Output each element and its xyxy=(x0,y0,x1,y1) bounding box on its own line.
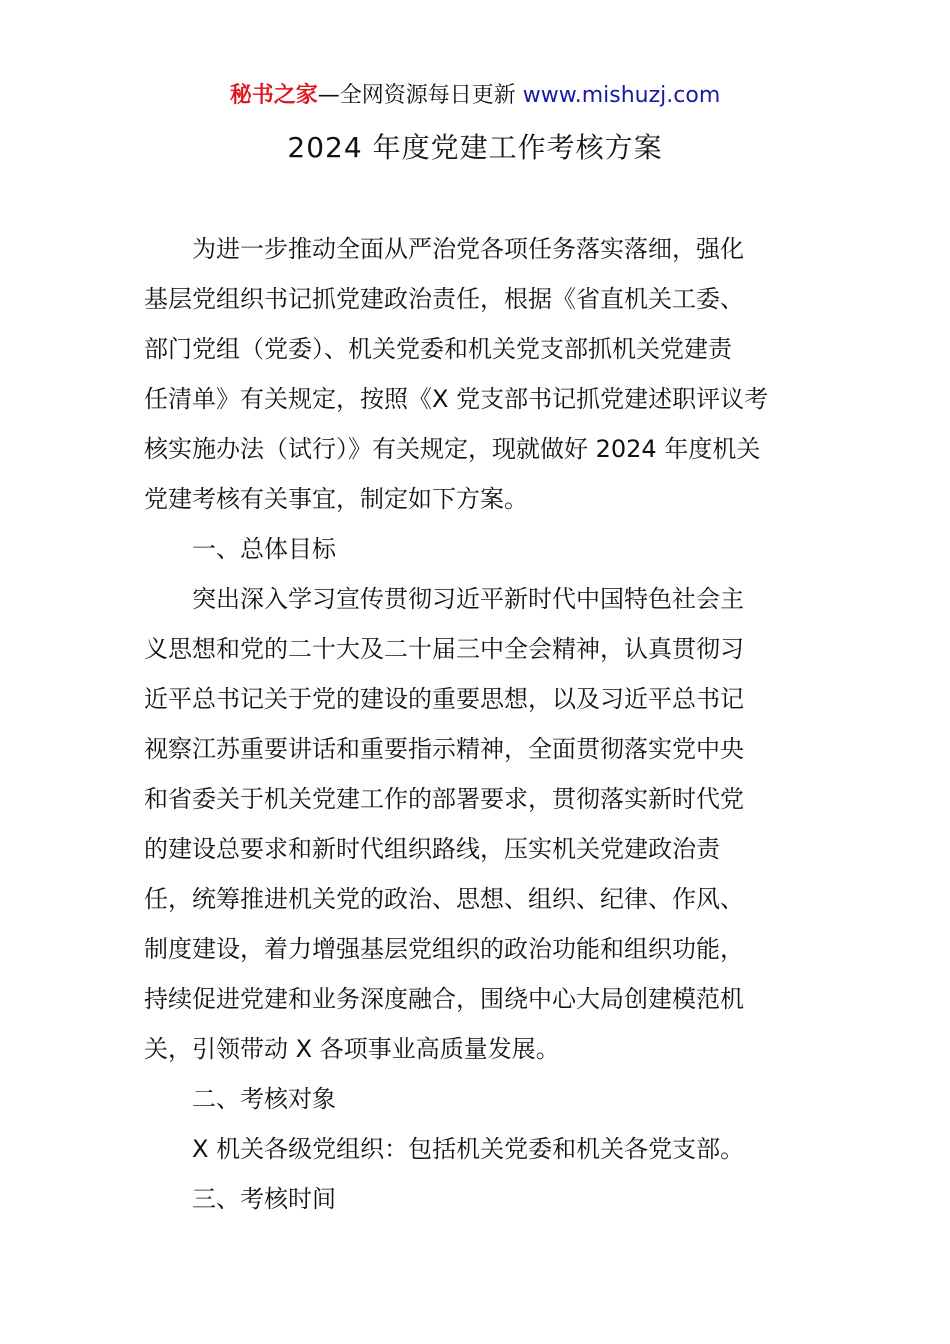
text-line: 突出深入学习宣传贯彻习近平新时代中国特色社会主 xyxy=(192,585,744,613)
text-line: X 机关各级党组织：包括机关党委和机关各党支部。 xyxy=(192,1135,745,1163)
text-line: 一、总体目标 xyxy=(192,535,336,563)
document-body xyxy=(144,224,814,1224)
brand-name: 秘书之家 xyxy=(229,83,318,108)
document-title: 2024 年度党建工作考核方案 xyxy=(287,131,663,164)
text-line: 和省委关于机关党建工作的部署要求，贯彻落实新时代党 xyxy=(144,785,744,813)
text-line: 党建考核有关事宜，制定如下方案。 xyxy=(144,485,528,513)
text-line: 近平总书记关于党的建设的重要思想，以及习近平总书记 xyxy=(144,685,744,713)
header-tagline: —全网资源每日更新 xyxy=(317,83,516,108)
text-line: 为进一步推动全面从严治党各项任务落实落细，强化 xyxy=(192,235,744,263)
site-header xyxy=(0,80,950,112)
text-line: 核实施办法（试行）》有关规定，现就做好 2024 年度机关 xyxy=(144,435,761,463)
text-line: 基层党组织书记抓党建政治责任，根据《省直机关工委、 xyxy=(144,285,744,313)
text-line: 任，统筹推进机关党的政治、思想、组织、纪律、作风、 xyxy=(144,885,744,913)
text-line: 关，引领带动 X 各项事业高质量发展。 xyxy=(144,1035,560,1063)
site-url-link[interactable]: www.mishuzj.com xyxy=(522,83,721,108)
text-line: 部门党组（党委）、机关党委和机关党支部抓机关党建责 xyxy=(144,335,732,363)
text-line: 视察江苏重要讲话和重要指示精神，全面贯彻落实党中央 xyxy=(144,735,744,763)
text-line: 持续促进党建和业务深度融合，围绕中心大局创建模范机 xyxy=(144,985,744,1013)
text-line: 二、考核对象 xyxy=(192,1085,336,1113)
text-line: 的建设总要求和新时代组织路线，压实机关党建政治责 xyxy=(144,835,720,863)
text-line: 任清单》有关规定，按照《X 党支部书记抓党建述职评议考 xyxy=(144,385,769,413)
text-line: 三、考核时间 xyxy=(192,1185,336,1213)
text-line: 制度建设，着力增强基层党组织的政治功能和组织功能， xyxy=(144,935,744,963)
text-line: 义思想和党的二十大及二十届三中全会精神，认真贯彻习 xyxy=(144,635,744,663)
